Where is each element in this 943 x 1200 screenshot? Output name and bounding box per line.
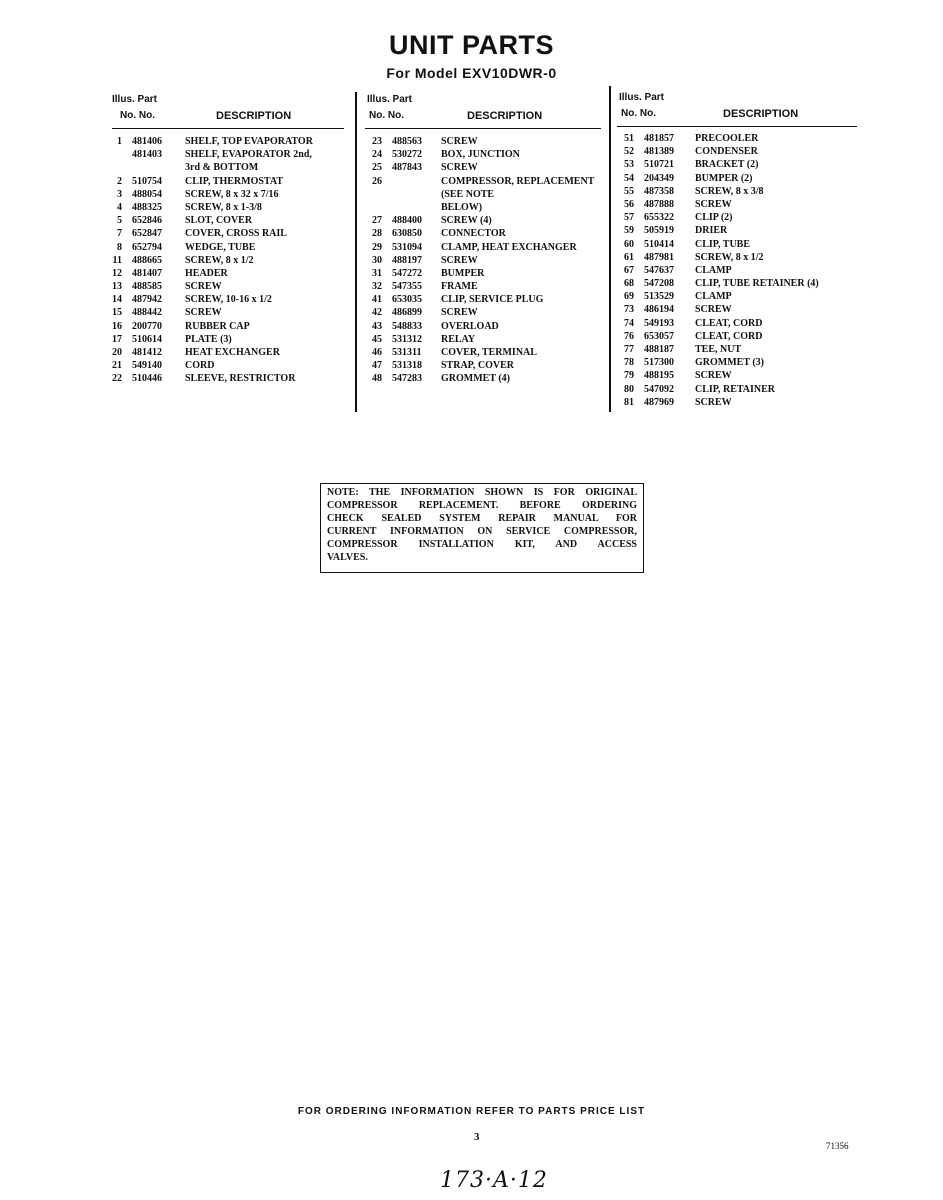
table-row [112,148,344,161]
header-no-no: No. No. [369,110,404,121]
rows-container [112,135,344,386]
part-description: STRAP, COVER [441,360,514,372]
illus-number: 55 [624,185,634,197]
part-number: 652846 [132,215,162,227]
illus-number: 68 [624,278,634,290]
illus-number: 73 [624,304,634,316]
table-row [365,254,601,267]
note-line: VALVES. [327,552,368,564]
part-description: SHELF, EVAPORATOR 2nd, [185,149,312,161]
table-row [365,320,601,333]
part-description: COVER, TERMINAL [441,347,537,358]
part-description: SHELF, TOP EVAPORATOR [185,136,313,147]
table-row [112,333,344,346]
illus-number: 12 [112,267,122,279]
part-number: 547272 [392,267,422,279]
table-row [617,290,857,303]
table-row [112,293,344,306]
part-number: 488195 [644,370,674,382]
column-divider [355,92,357,412]
part-description: GROMMET (3) [695,357,764,369]
table-row [112,135,344,148]
parts-column-1 [112,94,344,386]
model-subtitle: For Model EXV10DWR-0 [386,65,557,81]
table-row [365,241,601,254]
illus-number: 20 [112,347,122,358]
part-number: 481412 [132,347,162,358]
table-row [365,201,601,214]
note-line: COMPRESSOR REPLACEMENT. BEFORE ORDERING [327,500,637,512]
part-description: SLOT, COVER [185,215,253,227]
part-number: 547283 [392,373,422,385]
table-row [617,185,857,198]
illus-number: 78 [624,357,634,369]
part-number: 487969 [644,396,674,408]
rows-container [365,135,601,386]
part-description: CLIP (2) [695,212,733,224]
illus-number: 80 [624,383,634,395]
part-description: SCREW [441,162,478,174]
table-row [112,175,344,188]
illus-number: 77 [624,344,634,355]
table-row [365,333,601,346]
part-description: SCREW [185,281,222,293]
part-number: 487888 [644,198,674,210]
part-number: 531318 [392,360,422,372]
note-line: NOTE: THE INFORMATION SHOWN IS FOR ORIGINAL [327,487,637,498]
part-description: BUMPER [441,267,485,279]
table-row [617,198,857,211]
part-number: 505919 [644,225,674,237]
illus-number: 11 [112,254,122,266]
illus-number: 1 [117,136,122,147]
part-number: 487981 [644,251,674,263]
part-description: WEDGE, TUBE [185,241,256,253]
header-illus-part: Illus. Part [619,92,665,103]
illus-number: 74 [624,317,634,329]
table-row [365,148,601,161]
illus-number: 61 [624,251,634,263]
table-row [365,346,601,359]
page-number: 3 [474,1131,480,1143]
part-description: SCREW [441,307,478,319]
illus-number: 32 [372,281,382,293]
part-description: SCREW [441,136,478,147]
table-row [365,359,601,372]
part-description: (SEE NOTE [441,188,495,200]
part-number: 488563 [392,136,422,147]
part-number: 655322 [644,212,674,224]
part-number: 486194 [644,304,674,316]
table-row [617,251,857,264]
part-number: 488665 [132,254,162,266]
table-row [112,372,344,385]
table-row [365,135,601,148]
part-description: SCREW [695,396,732,408]
table-row [112,201,344,214]
part-description: SCREW, 8 x 3/8 [695,185,764,197]
illus-number: 59 [624,225,634,237]
part-description: CLEAT, CORD [695,330,763,342]
illus-number: 56 [624,198,634,210]
handwritten-annotation: 173·A·12 [440,1168,548,1193]
table-row [112,214,344,227]
header-illus-part: Illus. Part [367,94,413,105]
part-number: 513529 [644,291,674,303]
table-row [617,330,857,343]
table-row [617,172,857,185]
part-description: SCREW, 8 x 1/2 [695,251,764,263]
illus-number: 24 [372,149,382,161]
illus-number: 52 [624,146,634,158]
part-description: BUMPER (2) [695,172,753,184]
table-row [617,277,857,290]
illus-number: 76 [624,330,634,342]
header-description: DESCRIPTION [723,108,799,120]
part-number: 653057 [644,330,674,342]
table-row [617,369,857,382]
table-row [365,175,601,188]
illus-number: 81 [624,396,634,408]
part-description: FRAME [441,281,478,293]
illus-number: 31 [372,267,382,279]
header-illus-part: Illus. Part [112,94,158,105]
part-description: CLIP, RETAINER [695,383,776,395]
part-number: 487843 [392,162,422,174]
part-description: TEE, NUT [695,344,742,355]
illus-number: 15 [112,307,122,319]
part-number: 547637 [644,264,674,276]
part-description: RELAY [441,333,476,345]
part-description: CLIP, THERMOSTAT [185,175,283,187]
table-row [617,317,857,330]
table-row [617,211,857,224]
table-row [617,396,857,409]
part-number: 487942 [132,294,162,306]
part-description: SCREW [185,307,222,319]
note-line: CHECK SEALED SYSTEM REPAIR MANUAL FOR [327,513,637,525]
table-row [365,267,601,280]
header-description: DESCRIPTION [467,110,543,122]
note-line: COMPRESSOR INSTALLATION KIT, AND ACCESS [327,539,637,551]
part-number: 488197 [392,254,422,266]
part-description: COVER, CROSS RAIL [185,228,287,240]
illus-number: 5 [117,215,122,227]
page-title: UNIT PARTS [389,30,554,60]
part-description: CLEAT, CORD [695,317,763,329]
table-row [617,383,857,396]
illus-number: 42 [372,307,382,319]
illus-number: 54 [624,172,634,184]
table-row [617,224,857,237]
table-row [365,188,601,201]
part-description: SCREW (4) [441,215,492,227]
illus-number: 53 [624,159,634,171]
illus-number: 16 [112,320,122,332]
column-header [365,94,601,129]
part-description: CLIP, SERVICE PLUG [441,294,544,306]
table-row [112,280,344,293]
column-header [112,94,344,129]
part-description: OVERLOAD [441,320,499,332]
part-description: COMPRESSOR, REPLACEMENT [441,175,595,187]
part-description: CLIP, TUBE [695,238,751,250]
illus-number: 45 [372,333,382,345]
part-number: 481403 [132,149,162,161]
table-row [112,241,344,254]
part-description: SCREW, 10-16 x 1/2 [185,294,272,306]
part-number: 487358 [644,185,674,197]
illus-number: 13 [112,281,122,293]
part-number: 531311 [392,347,422,358]
table-row [112,320,344,333]
part-description: CLAMP [695,264,732,276]
table-row [365,293,601,306]
rows-container [617,132,857,409]
part-number: 488325 [132,201,162,213]
part-number: 510721 [644,159,674,171]
compressor-note-box [320,483,644,573]
part-description: PLATE (3) [185,333,232,345]
table-row [617,132,857,145]
illus-number: 3 [117,188,122,200]
part-description: 3rd & BOTTOM [185,162,259,174]
part-description: CORD [185,360,215,372]
part-number: 630850 [392,228,422,240]
table-row [617,158,857,171]
part-number: 481857 [644,133,674,144]
part-description: RUBBER CAP [185,320,250,332]
part-number: 481389 [644,146,674,158]
ordering-footer: FOR ORDERING INFORMATION REFER TO PARTS PRICE LIST [297,1106,646,1117]
illus-number: 67 [624,264,634,276]
table-row [365,306,601,319]
parts-column-2 [365,94,601,386]
parts-column-3 [617,92,857,409]
table-row [112,267,344,280]
illus-number: 27 [372,215,382,227]
table-row [112,254,344,267]
table-row [617,238,857,251]
part-number: 653035 [392,294,422,306]
illus-number: 23 [372,136,382,147]
part-description: DRIER [695,225,728,237]
table-row [112,346,344,359]
illus-number: 47 [372,360,382,372]
part-description: SCREW [695,304,732,316]
illus-number: 43 [372,320,382,332]
part-description: SCREW, 8 x 1-3/8 [185,201,262,213]
table-row [617,343,857,356]
part-description: BOX, JUNCTION [441,149,520,161]
illus-number: 17 [112,333,122,345]
part-number: 488400 [392,215,422,227]
part-description: SCREW [441,254,478,266]
header-no-no: No. No. [120,110,155,121]
part-number: 510754 [132,175,162,187]
part-number: 548833 [392,320,422,332]
illus-number: 30 [372,254,382,266]
part-description: HEAT EXCHANGER [185,347,280,358]
part-description: BRACKET (2) [695,159,759,171]
table-row [617,356,857,369]
part-number: 547092 [644,383,674,395]
part-description: SLEEVE, RESTRICTOR [185,373,296,385]
part-number: 200770 [132,320,162,332]
illus-number: 29 [372,241,382,253]
illus-number: 21 [112,360,122,372]
illus-number: 26 [372,175,382,187]
table-row [365,280,601,293]
part-number: 531094 [392,241,422,253]
part-number: 549193 [644,317,674,329]
illus-number: 41 [372,294,382,306]
part-number: 204349 [644,172,674,184]
illus-number: 60 [624,238,634,250]
illus-number: 69 [624,291,634,303]
illus-number: 46 [372,347,382,358]
table-row [617,145,857,158]
illus-number: 8 [117,241,122,253]
illus-number: 14 [112,294,122,306]
part-description: CLAMP, HEAT EXCHANGER [441,241,577,253]
part-description: CONNECTOR [441,228,506,240]
illus-number: 57 [624,212,634,224]
illus-number: 25 [372,162,382,174]
table-row [365,214,601,227]
table-row [617,264,857,277]
table-row [365,161,601,174]
table-row [112,161,344,174]
table-row [112,306,344,319]
part-number: 488187 [644,344,674,355]
part-number: 517300 [644,357,674,369]
part-number: 481406 [132,136,162,147]
part-number: 547208 [644,278,674,290]
illus-number: 51 [624,133,634,144]
part-description: HEADER [185,267,228,279]
part-number: 488442 [132,307,162,319]
part-number: 510614 [132,333,162,345]
document-code: 71356 [826,1141,849,1151]
illus-number: 7 [117,228,122,240]
illus-number: 28 [372,228,382,240]
note-line: CURRENT INFORMATION ON SERVICE COMPRESSOR, [327,526,637,538]
illus-number: 22 [112,373,122,385]
column-header [617,92,857,127]
part-number: 547355 [392,281,422,293]
part-number: 549140 [132,360,162,372]
part-number: 530272 [392,149,422,161]
part-number: 488585 [132,281,162,293]
part-number: 510446 [132,373,162,385]
part-number: 531312 [392,333,422,345]
part-description: PRECOOLER [695,133,759,144]
part-number: 488054 [132,188,162,200]
part-number: 510414 [644,238,674,250]
part-description: BELOW) [441,201,483,213]
part-number: 486899 [392,307,422,319]
part-description: GROMMET (4) [441,373,510,385]
part-description: CONDENSER [695,146,758,158]
part-description: SCREW [695,370,732,382]
part-number: 652847 [132,228,162,240]
part-number: 652794 [132,241,162,253]
illus-number: 48 [372,373,382,385]
table-row [112,188,344,201]
table-row [617,303,857,316]
part-description: CLAMP [695,291,732,303]
part-number: 481407 [132,267,162,279]
table-row [365,227,601,240]
part-description: CLIP, TUBE RETAINER (4) [695,278,819,290]
header-no-no: No. No. [621,108,656,119]
illus-number: 79 [624,370,634,382]
table-row [112,227,344,240]
part-description: SCREW [695,198,732,210]
table-row [112,359,344,372]
column-divider [609,86,611,412]
header-description: DESCRIPTION [216,110,292,122]
part-description: SCREW, 8 x 32 x 7/16 [185,188,279,200]
table-row [365,372,601,385]
illus-number: 2 [117,175,122,187]
part-description: SCREW, 8 x 1/2 [185,254,254,266]
illus-number: 4 [117,201,122,213]
